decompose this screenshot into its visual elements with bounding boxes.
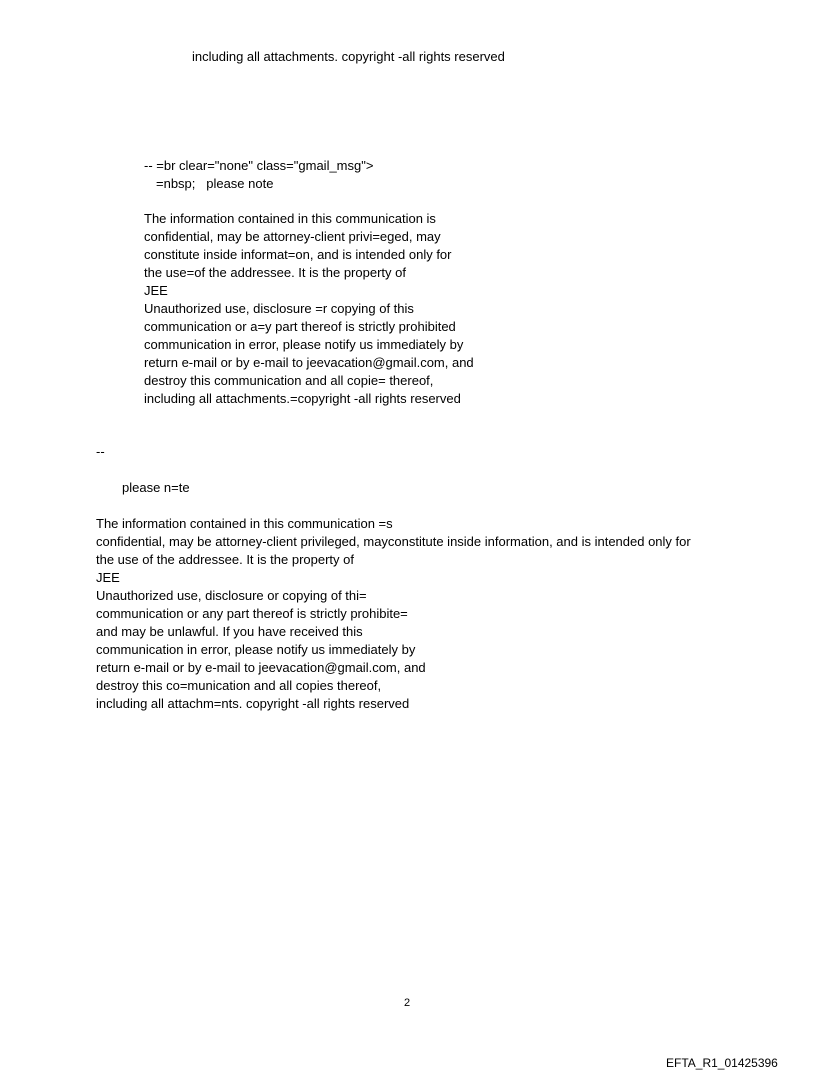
page-number: 2 <box>404 997 411 1009</box>
signature-disclaimer-line: confidential, may be attorney-client privileged, mayconstitute inside information, and is intended only for <box>96 534 691 549</box>
quoted-note-line: =nbsp; please note <box>156 176 274 191</box>
signature-disclaimer-line: and may be unlawful. If you have received this <box>96 624 363 639</box>
signature-disclaimer-line: return e-mail or by e-mail to jeevacation@gmail.com, and <box>96 660 426 675</box>
quoted-html-line: -- =br clear="none" class="gmail_msg"> <box>144 158 374 173</box>
signature-disclaimer-line: communication in error, please notify us immediately by <box>96 642 416 657</box>
top-line: including all attachments. copyright -all rights reserved <box>192 49 505 64</box>
quoted-disclaimer-line: communication or a=y part thereof is strictly prohibited <box>144 319 456 334</box>
signature-disclaimer-line: communication or any part thereof is strictly prohibite= <box>96 606 408 621</box>
signature-note: please n=te <box>122 480 190 495</box>
quoted-disclaimer-line: including all attachments.=copyright -all rights reserved <box>144 391 461 406</box>
quoted-disclaimer-line: Unauthorized use, disclosure =r copying of this <box>144 301 414 316</box>
quoted-disclaimer-line: communication in error, please notify us immediately by <box>144 337 464 352</box>
quoted-disclaimer-line: return e-mail or by e-mail to jeevacation@gmail.com, and <box>144 355 474 370</box>
signature-disclaimer-line: Unauthorized use, disclosure or copying of thi= <box>96 588 367 603</box>
signature-separator: -- <box>96 444 105 459</box>
quoted-disclaimer-line: constitute inside informat=on, and is intended only for <box>144 247 452 262</box>
quoted-disclaimer-line: confidential, may be attorney-client privi=eged, may <box>144 229 441 244</box>
quoted-disclaimer-line: destroy this communication and all copie= thereof, <box>144 373 434 388</box>
quoted-disclaimer-line: The information contained in this communication is <box>144 211 436 226</box>
quoted-disclaimer-line: JEE <box>144 283 168 298</box>
quoted-disclaimer-line: the use=of the addressee. It is the property of <box>144 265 406 280</box>
signature-disclaimer-line: the use of the addressee. It is the property of <box>96 552 354 567</box>
signature-disclaimer-line: The information contained in this communication =s <box>96 516 393 531</box>
signature-disclaimer-line: destroy this co=munication and all copies thereof, <box>96 678 382 693</box>
signature-disclaimer-line: including all attachm=nts. copyright -all rights reserved <box>96 696 410 711</box>
signature-disclaimer-line: JEE <box>96 570 120 585</box>
bates-number: EFTA_R1_01425396 <box>666 1056 778 1070</box>
